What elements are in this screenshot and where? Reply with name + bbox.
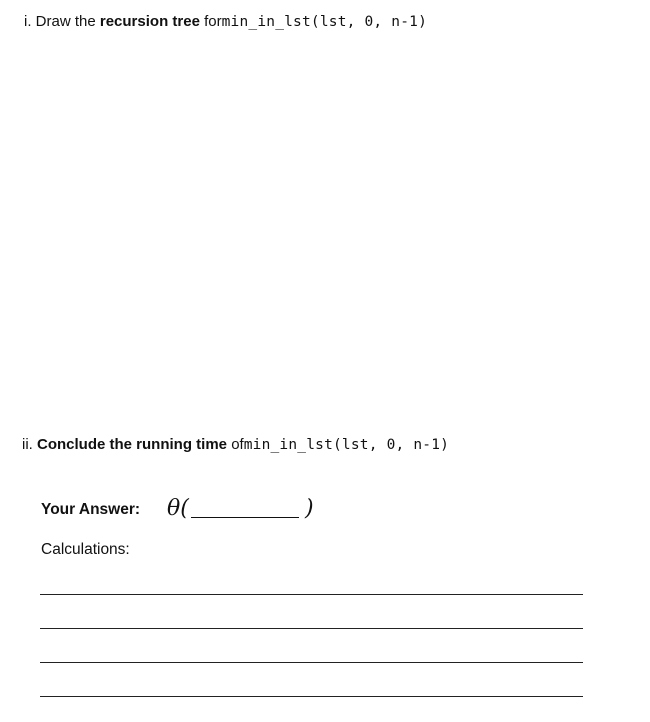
question-i-code: min_in_lst(lst, 0, n-1) bbox=[221, 14, 427, 30]
question-ii-number: ii. bbox=[22, 436, 33, 453]
calculation-line-1[interactable] bbox=[40, 594, 583, 595]
theta-close-paren: ) bbox=[305, 496, 314, 521]
theta-open-symbol: θ( bbox=[167, 496, 189, 521]
calculation-line-3[interactable] bbox=[40, 662, 583, 663]
question-ii-bold-phrase: Conclude the running time bbox=[37, 436, 228, 453]
answer-blank-line[interactable] bbox=[191, 517, 299, 518]
question-i-number: i. bbox=[24, 13, 32, 30]
calculation-line-2[interactable] bbox=[40, 628, 583, 629]
calculations-label: Calculations: bbox=[41, 541, 130, 558]
question-ii-prompt bbox=[22, 436, 449, 454]
question-i-prompt bbox=[24, 13, 427, 31]
calculation-line-4[interactable] bbox=[40, 696, 583, 697]
question-i-text-after: for bbox=[204, 13, 222, 30]
question-ii-text-after: of bbox=[231, 436, 244, 453]
recursion-tree-drawing-area[interactable] bbox=[24, 40, 624, 420]
question-i-bold-phrase: recursion tree bbox=[99, 13, 200, 30]
question-i-text-before: Draw the bbox=[35, 13, 96, 30]
answer-row bbox=[41, 496, 361, 524]
answer-label: Your Answer: bbox=[41, 501, 141, 518]
question-ii-code: min_in_lst(lst, 0, n-1) bbox=[243, 437, 450, 453]
